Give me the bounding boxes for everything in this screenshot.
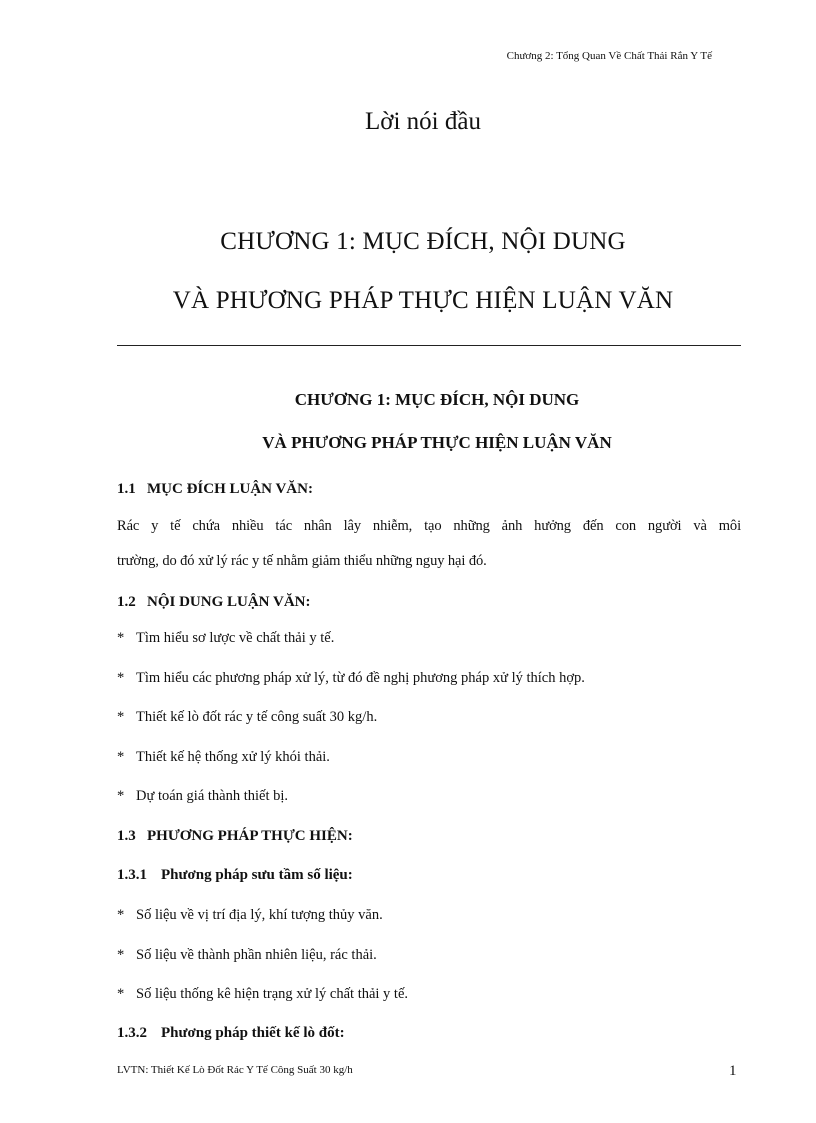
list-item-text: Tìm hiểu sơ lược về chất thải y tế. <box>136 630 335 646</box>
horizontal-rule <box>117 345 741 346</box>
section-1-3-1-heading <box>117 867 353 884</box>
bullet-star: * <box>117 749 125 765</box>
section-1-1-paragraph-line-2: trường, do đó xử lý rác y tế nhằm giảm thiểu những nguy hại đó. <box>117 553 487 569</box>
section-title: Phương pháp sưu tầm số liệu: <box>161 867 353 883</box>
list-item-text: Số liệu về vị trí địa lý, khí tượng thủy văn. <box>136 907 383 923</box>
section-1-3-heading <box>117 828 353 845</box>
section-1-1-paragraph-line-1: Rác y tế chứa nhiều tác nhân lây nhiễm, tạo những ảnh hưởng đến con người và môi <box>117 518 741 534</box>
section-title: PHƯƠNG PHÁP THỰC HIỆN: <box>147 828 353 844</box>
list-item <box>117 709 377 726</box>
section-title: Phương pháp thiết kế lò đốt: <box>161 1025 345 1041</box>
running-footer: LVTN: Thiết Kế Lò Đốt Rác Y Tế Công Suất 30 kg/h <box>117 1064 353 1076</box>
section-number: 1.3 <box>117 828 136 844</box>
section-title: MỤC ĐÍCH LUẬN VĂN: <box>147 481 313 497</box>
list-item <box>117 907 383 924</box>
list-item-text: Thiết kế lò đốt rác y tế công suất 30 kg/h. <box>136 709 378 725</box>
list-item-text: Dự toán giá thành thiết bị. <box>136 788 289 804</box>
section-number: 1.3.1 <box>117 867 147 883</box>
list-item <box>117 630 334 647</box>
chapter-title-line-1: CHƯƠNG 1: MỤC ĐÍCH, NỘI DUNG <box>294 390 580 409</box>
chapter-heading-line-1: CHƯƠNG 1: MỤC ĐÍCH, NỘI DUNG <box>220 228 626 255</box>
section-1-2-heading <box>117 594 310 611</box>
section-number: 1.3.2 <box>117 1025 147 1041</box>
section-1-1-heading <box>117 481 313 498</box>
bullet-star: * <box>117 670 125 686</box>
list-item <box>117 670 585 687</box>
list-item <box>117 986 408 1003</box>
bullet-star: * <box>117 709 125 725</box>
section-title: NỘI DUNG LUẬN VĂN: <box>147 594 311 610</box>
list-item-text: Số liệu thống kê hiện trạng xử lý chất thải y tế. <box>136 986 409 1002</box>
list-item <box>117 788 288 805</box>
list-item <box>117 947 377 964</box>
list-item <box>117 749 330 766</box>
list-item-text: Thiết kế hệ thống xử lý khói thải. <box>136 749 330 765</box>
bullet-star: * <box>117 907 125 923</box>
preface-title: Lời nói đầu <box>365 108 481 135</box>
bullet-star: * <box>117 986 125 1002</box>
bullet-star: * <box>117 788 125 804</box>
list-item-text: Tìm hiểu các phương pháp xử lý, từ đó đề nghị phương pháp xử lý thích hợp. <box>136 670 585 686</box>
section-number: 1.1 <box>117 481 136 497</box>
bullet-star: * <box>117 947 125 963</box>
list-item-text: Số liệu về thành phần nhiên liệu, rác thải. <box>136 947 377 963</box>
section-1-3-2-heading <box>117 1025 345 1042</box>
page-number: 1 <box>729 1063 737 1079</box>
section-number: 1.2 <box>117 594 136 610</box>
chapter-heading-line-2: VÀ PHƯƠNG PHÁP THỰC HIỆN LUẬN VĂN <box>172 287 674 314</box>
chapter-title-line-2: VÀ PHƯƠNG PHÁP THỰC HIỆN LUẬN VĂN <box>262 433 612 452</box>
bullet-star: * <box>117 630 125 646</box>
running-header: Chương 2: Tổng Quan Về Chất Thải Rắn Y Tế <box>506 50 712 62</box>
